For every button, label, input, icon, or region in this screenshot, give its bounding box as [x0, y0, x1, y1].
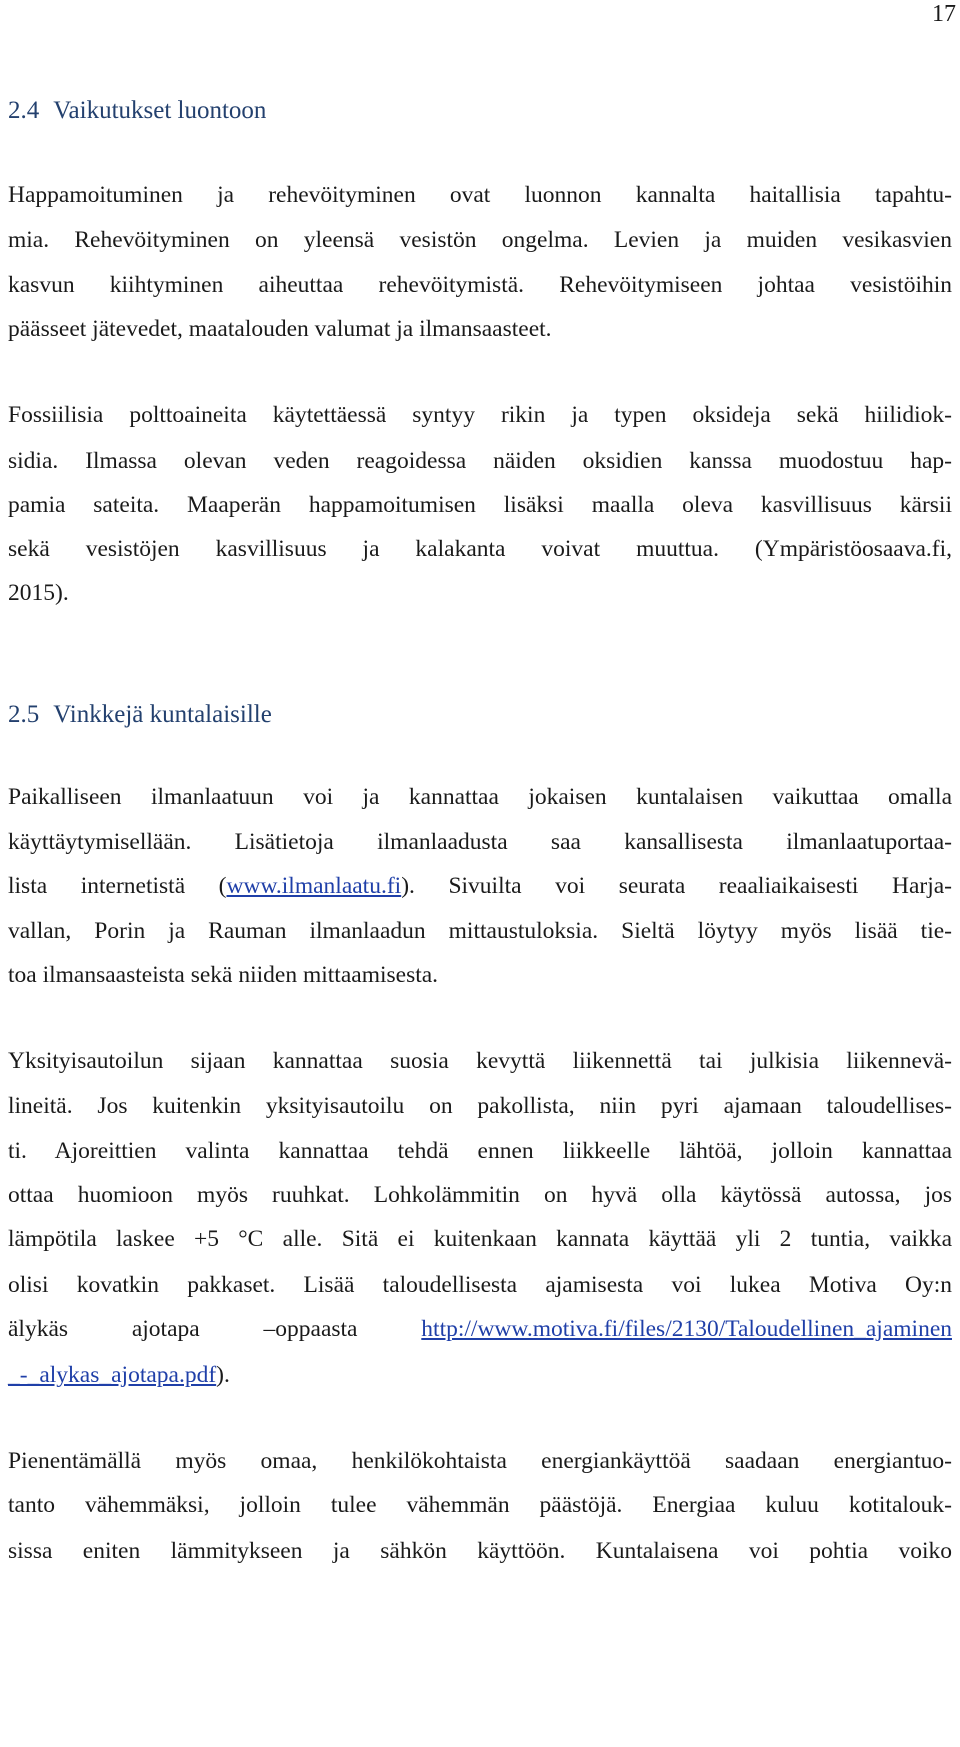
- text-line: [8, 1360, 952, 1390]
- text-line: [8, 871, 952, 901]
- text-segment: ). Sivuilta voi seurata reaaliaikaisesti Harja-: [401, 873, 952, 899]
- text-line: pamia sateita. Maaperän happamoitumisen lisäksi maalla oleva kasvillisuus kärsii: [8, 492, 952, 518]
- text-line: [8, 1314, 952, 1344]
- text-line: ottaa huomioon myös ruuhkat. Lohkolämmitin on hyvä olla käytössä autossa, jos: [8, 1182, 952, 1208]
- section-title: Vaikutukset luontoon: [53, 97, 267, 124]
- text-line: Fossiilisia polttoaineita käytettäessä syntyy rikin ja typen oksideja sekä hiilidiok-: [8, 402, 952, 428]
- text-line: käyttäytymisellään. Lisätietoja ilmanlaadusta saa kansallisesta ilmanlaatuportaa-: [8, 829, 952, 855]
- text-line: 2015).: [8, 580, 69, 606]
- text-line: Pienentämällä myös omaa, henkilökohtaista energiankäyttöä saadaan energiantuo-: [8, 1448, 952, 1474]
- text-segment: älykäs ajotapa –oppaasta: [8, 1316, 422, 1342]
- text-line: kasvun kiihtyminen aiheuttaa rehevöitymistä. Rehevöitymiseen johtaa vesistöihin: [8, 272, 952, 298]
- section-heading-2-5: [8, 700, 272, 730]
- text-line: päässeet jätevedet, maatalouden valumat ja ilmansaasteet.: [8, 316, 552, 342]
- text-line: olisi kovatkin pakkaset. Lisää taloudellisesta ajamisesta voi lukea Motiva Oy:n: [8, 1272, 952, 1298]
- ilmanlaatu-link[interactable]: www.ilmanlaatu.fi: [226, 873, 402, 899]
- text-segment: ).: [216, 1362, 230, 1388]
- text-line: sissa eniten lämmitykseen ja sähkön käyttöön. Kuntalaisena voi pohtia voiko: [8, 1538, 952, 1564]
- text-line: ti. Ajoreittien valinta kannattaa tehdä ennen liikkeelle lähtöä, jolloin kannattaa: [8, 1138, 952, 1164]
- text-line: sekä vesistöjen kasvillisuus ja kalakanta voivat muuttua. (Ympäristöosaava.fi,: [8, 536, 952, 562]
- text-line: lämpötila laskee +5 °C alle. Sitä ei kuitenkaan kannata käyttää yli 2 tuntia, vaikka: [8, 1226, 952, 1252]
- text-line: vallan, Porin ja Rauman ilmanlaadun mittaustuloksia. Sieltä löytyy myös lisää tie-: [8, 918, 952, 944]
- text-line: mia. Rehevöityminen on yleensä vesistön ongelma. Levien ja muiden vesikasvien: [8, 227, 952, 253]
- text-segment: lista internetistä (: [8, 873, 227, 899]
- text-line: lineitä. Jos kuitenkin yksityisautoilu on pakollista, niin pyri ajamaan taloudellises-: [8, 1093, 952, 1119]
- section-title: Vinkkejä kuntalaisille: [53, 701, 272, 728]
- text-line: Paikalliseen ilmanlaatuun voi ja kannattaa jokaisen kuntalaisen vaikuttaa omalla: [8, 784, 952, 810]
- text-line: toa ilmansaasteista sekä niiden mittaamisesta.: [8, 962, 439, 988]
- motiva-link[interactable]: http://www.motiva.fi/files/2130/Taloudellinen_ajaminen: [421, 1316, 952, 1342]
- text-line: Yksityisautoilun sijaan kannattaa suosia kevyttä liikennettä tai julkisia liikennevä-: [8, 1048, 952, 1074]
- section-number: 2.5: [8, 701, 40, 728]
- motiva-link-continued[interactable]: _-_alykas_ajotapa.pdf: [8, 1362, 217, 1388]
- section-number: 2.4: [8, 97, 40, 124]
- section-heading-2-4: [8, 96, 266, 126]
- text-line: sidia. Ilmassa olevan veden reagoidessa näiden oksidien kanssa muodostuu hap-: [8, 448, 952, 474]
- page-number: 17: [932, 1, 956, 27]
- text-line: tanto vähemmäksi, jolloin tulee vähemmän päästöjä. Energiaa kuluu kotitalouk-: [8, 1492, 952, 1518]
- text-line: Happamoituminen ja rehevöityminen ovat luonnon kannalta haitallisia tapahtu-: [8, 182, 952, 208]
